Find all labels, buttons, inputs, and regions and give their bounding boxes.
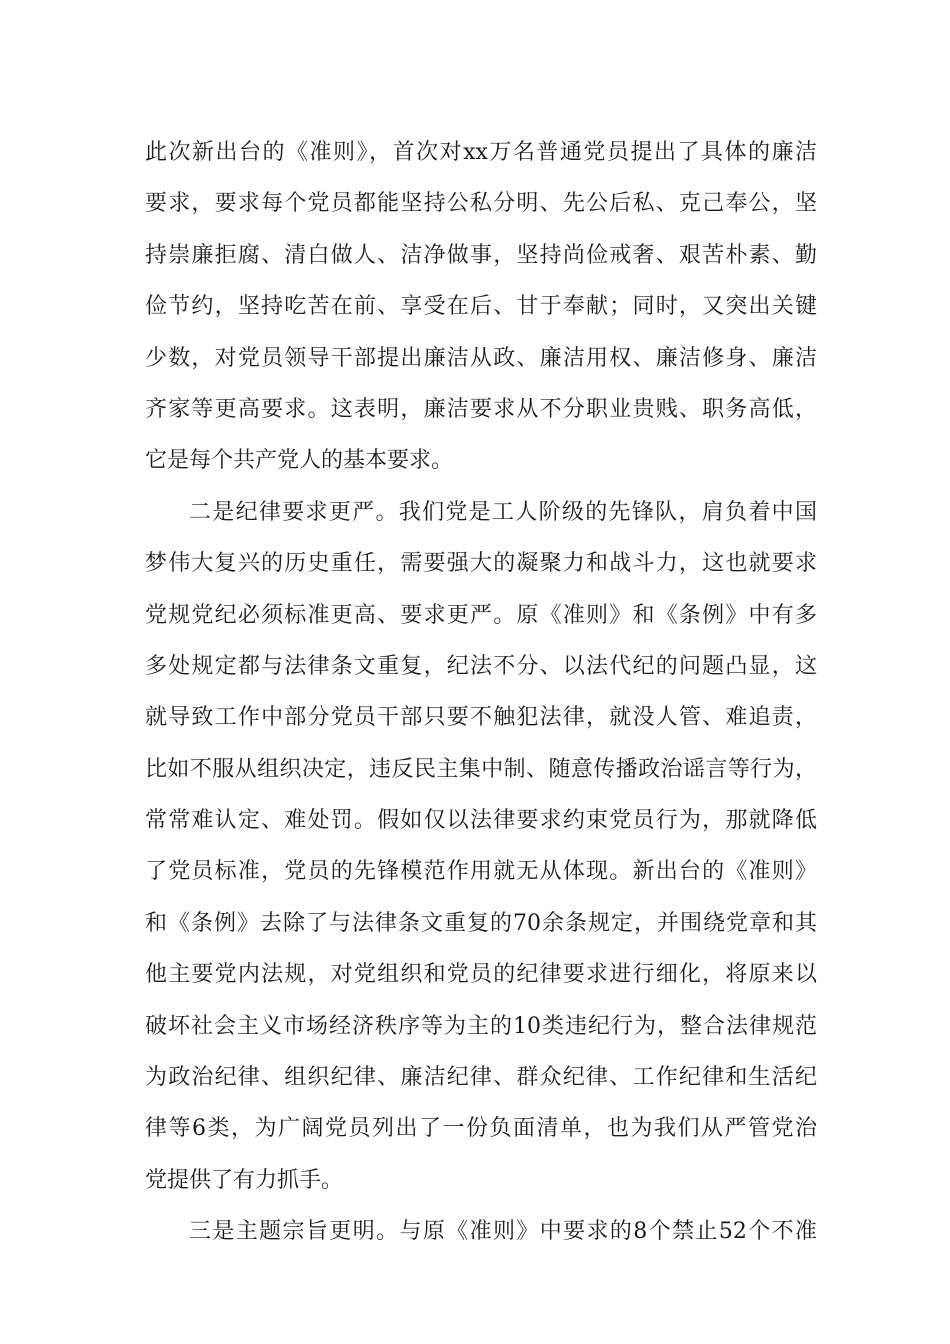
text-line: 少数，对党员领导干部提出廉洁从政、廉洁用权、廉洁修身、廉洁 bbox=[145, 345, 817, 371]
paragraph-start-line: 三是主题宗旨更明。与原《准则》中要求的8个禁止52个不准 bbox=[189, 1219, 817, 1245]
text-line: 就导致工作中部分党员干部只要不触犯法律，就没人管、难追责， bbox=[145, 705, 817, 731]
text-line: 此次新出台的《准则》，首次对xx万名普通党员提出了具体的廉洁 bbox=[145, 140, 817, 165]
text-line: 它是每个共产党人的基本要求。 bbox=[145, 448, 454, 474]
text-line: 齐家等更高要求。这表明，廉洁要求从不分职业贵贱、职务高低， bbox=[145, 396, 817, 422]
text-line: 和《条例》去除了与法律条文重复的70余条规定，并围绕党章和其 bbox=[145, 910, 817, 936]
text-line: 党提供了有力抓手。 bbox=[145, 1167, 344, 1193]
body-text bbox=[145, 127, 817, 1258]
text-line: 破坏社会主义市场经济秩序等为主的10类违纪行为，整合法律规范 bbox=[145, 1013, 817, 1039]
text-line: 常常难认定、难处罚。假如仅以法律要求约束党员行为，那就降低 bbox=[145, 808, 817, 834]
text-line: 律等6类，为广阔党员列出了一份负面清单，也为我们从严管党治 bbox=[145, 1116, 817, 1142]
text-line: 他主要党内法规，对党组织和党员的纪律要求进行细化，将原来以 bbox=[145, 962, 817, 988]
text-line: 比如不服从组织决定，违反民主集中制、随意传播政治谣言等行为， bbox=[145, 756, 817, 782]
text-line: 了党员标准，党员的先锋模范作用就无从体现。新出台的《准则》 bbox=[145, 859, 817, 885]
text-line: 持崇廉拒腐、清白做人、洁净做事，坚持尚俭戒奢、艰苦朴素、勤 bbox=[145, 242, 817, 268]
text-line: 要求，要求每个党员都能坚持公私分明、先公后私、克己奉公，坚 bbox=[145, 191, 817, 217]
text-line: 梦伟大复兴的历史重任，需要强大的凝聚力和战斗力，这也就要求 bbox=[145, 551, 817, 577]
paragraph-start-line: 二是纪律要求更严。我们党是工人阶级的先锋队，肩负着中国 bbox=[189, 499, 817, 525]
text-line: 多处规定都与法律条文重复，纪法不分、以法代纪的问题凸显，这 bbox=[145, 653, 817, 679]
text-line: 俭节约，坚持吃苦在前、享受在后、甘于奉献；同时，又突出关键 bbox=[145, 294, 817, 320]
text-line: 为政治纪律、组织纪律、廉洁纪律、群众纪律、工作纪律和生活纪 bbox=[145, 1065, 817, 1091]
text-line: 党规党纪必须标准更高、要求更严。原《准则》和《条例》中有多 bbox=[145, 602, 817, 628]
